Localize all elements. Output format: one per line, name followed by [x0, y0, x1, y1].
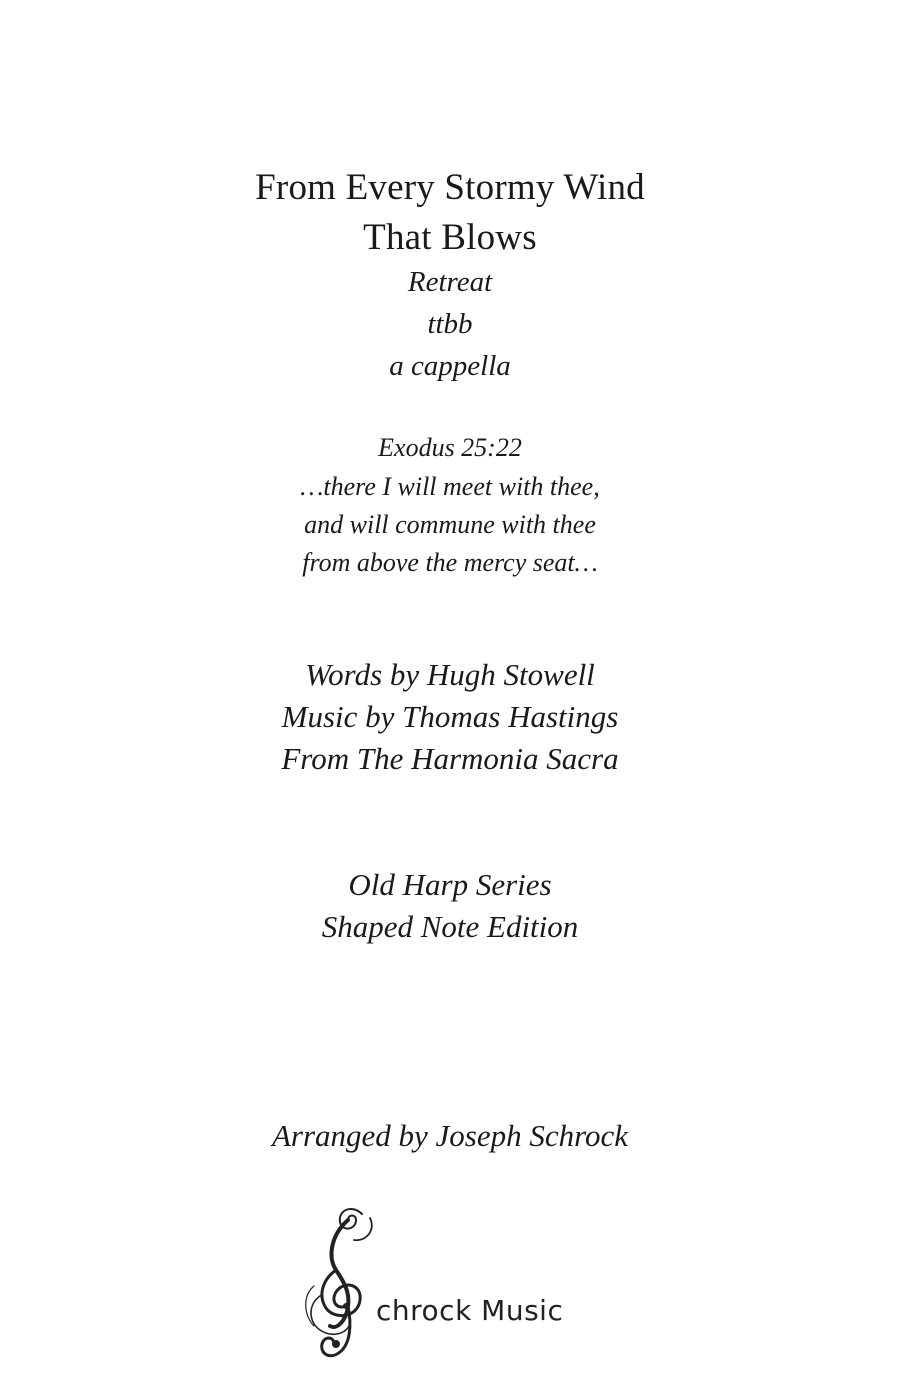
- title-line-2: That Blows: [363, 217, 537, 258]
- tune-name: Retreat: [407, 266, 493, 298]
- scripture-reference: Exodus 25:22: [378, 433, 522, 462]
- scripture-line-3: from above the mercy seat…: [302, 548, 598, 577]
- words-credit: Words by Hugh Stowell: [305, 657, 595, 692]
- arranger-credit: Arranged by Joseph Schrock: [271, 1118, 629, 1153]
- scripture-line-2: and will commune with thee: [304, 510, 596, 539]
- series-name: Old Harp Series: [348, 867, 552, 902]
- music-credit: Music by Thomas Hastings: [281, 699, 619, 734]
- title-line-1: From Every Stormy Wind: [255, 167, 645, 208]
- voicing: ttbb: [427, 308, 473, 340]
- series-edition: Shaped Note Edition: [321, 909, 579, 944]
- scripture-line-1: …there I will meet with thee,: [300, 472, 600, 501]
- accompaniment: a cappella: [389, 350, 511, 382]
- source-credit: From The Harmonia Sacra: [281, 741, 619, 776]
- logo-wordmark: chrock Music: [376, 1294, 564, 1327]
- treble-clef-s-icon: [300, 1196, 390, 1366]
- publisher-logo: [300, 1196, 630, 1366]
